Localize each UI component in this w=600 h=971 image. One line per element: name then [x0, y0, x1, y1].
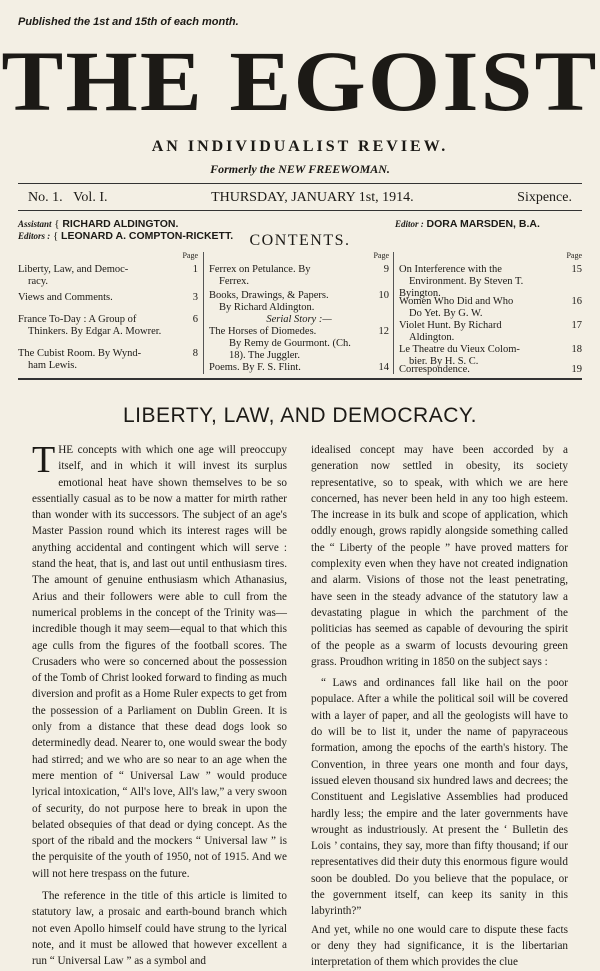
article-paragraph: And yet, while no one would care to dispute these facts or deny they had significance, it is the libertarian interpretation of them which provides the clue	[311, 923, 568, 969]
article-paragraph: THE concepts with which one age will preoccupy itself, and in which it will invest its surplus emotional heat have shown themselves to be so essentially casual as to be now a matter for mirth rather than wonder with its successors. The subject of an age's Master Passion round which its interest rages will be anything accidental and contingent which will serve : stand the heat, that is, and last out until enthusiasm tires. The amount of genuine enthusiasm which Athanasius, Arius and their followers were able to cull from the numerical problems in the concept of the Trinity was—incredible though it may seem—equal to that which this age culls from the figures of the football scores. The Crusaders who were so concerned about the possession of the Tomb of Christ looked forward to finding as much diversion and profit as a Home Ruler expects to get from the possession of a Parliament on Dublin Green. It is only from a distance that these dead dogs look so determinedly dead. Nearer to, one would swear the body had stirred; and we who are so near to an age when the mere mention of “ Universal Law ” would produce lyrical intoxication, “ All's love, All's law,” a very swoon of security, do not purpose here to break in upon the belated obsequies of that dead or dying concept. As the sport of the ribald and the mockers “ Universal law ” is the perquisite of the youth of 1950, not of 1915. And we will not here trespass on the future.	[32, 439, 287, 880]
toc-entry[interactable]: The Cubist Room. By Wynd- ham Lewis.	[18, 348, 142, 371]
toc-divider	[393, 252, 394, 374]
toc-entry[interactable]: Violet Hunt. By Richard Aldington.	[399, 320, 502, 343]
assistant-editors: Assistant { RICHARD ALDINGTON. Editors : { LEONARD A. COMPTON-RICKETT.	[18, 218, 234, 242]
toc-entry[interactable]: Views and Comments.	[18, 292, 113, 303]
toc-entry[interactable]: Poems. By F. S. Flint.	[209, 362, 301, 373]
toc-column-2: Page Ferrex on Petulance. By Ferrex. 9 Books, Drawings, & Papers. By Richard Aldington. 10 Serial Story :— The Horses of Diomedes. By Remy de Gourmont. (Ch. 18). The Juggler. 12 Poems. By F. S. Flint. 14	[209, 251, 389, 373]
publication-schedule: Published the 1st and 15th of each month.	[18, 16, 239, 28]
issue-price: Sixpence.	[517, 190, 572, 205]
masthead-title: THE EGOIST	[1, 33, 599, 129]
contents-rule	[18, 378, 582, 380]
toc-entry[interactable]: Le Theatre du Vieux Colom- bier. By H. S. C.	[399, 344, 520, 367]
article-column-left	[32, 439, 287, 970]
issue-number: No. 1. Vol. I.	[28, 190, 108, 205]
issue-line	[28, 190, 572, 206]
issue-date: THURSDAY, JANUARY 1st, 1914.	[211, 190, 414, 205]
toc-entry[interactable]: France To-Day : A Group of Thinkers. By Edgar A. Mowrer.	[18, 314, 162, 337]
masthead-subtitle: AN INDIVIDUALIST REVIEW.	[151, 138, 449, 155]
issue-rule	[18, 210, 582, 211]
toc-entry[interactable]: The Horses of Diomedes. By Remy de Gourmont. (Ch. 18). The Juggler.	[209, 326, 351, 361]
formerly-note: Formerly the NEW FREEWOMAN.	[210, 162, 390, 176]
drop-cap: T	[32, 439, 56, 481]
article-quote: “ Laws and ordinances fall like hail on the poor populace. After a while the political soil will be covered with a layer of paper, and all the geologists will have to do will be to list it, under the name of papyraceous formation, among the epochs of the earth's history. The Convention, in three years one month and four days, issued eleven thousand six hundred laws and decrees; the Constituent and Legislative Assemblies had produced hardly less; the empire and the later governments have wrought as industriously. At present the ‘ Bulletin des Lois ’ contains, they say, more than fifty thousand; if our representatives did their duty this enormous figure would soon be doubled. Do you believe that the populace, or the government itself, can keep its sanity in this labyrinth?”	[311, 677, 568, 918]
article-headline: LIBERTY, LAW, AND DEMOCRACY.	[123, 404, 477, 427]
article-paragraph: idealised concept may have been accorded by a generation now settled in obesity, its society representative, so to speak, with which we are here concerned, has never been held in any too high esteem. The increase in its bulk and scope of application, which oddly enough, grows rapidly alongside something called the “ Liberty of the people ” have proved matters for complexity even when they have not created indignation and alarm. Visions of those not the least penetrating, have seen in the steady advance of the statutory law a devastating plague in which the parchment of the politicias has seemed as capable of devouring the spirit of the people as a swarm of locusts devouring green grass. Proudhon writing in 1850 on the subject says :	[311, 444, 568, 668]
toc-entry[interactable]: Ferrex on Petulance. By Ferrex.	[209, 264, 311, 287]
contents-heading: CONTENTS.	[249, 232, 351, 249]
chief-editor: Editor : DORA MARSDEN, B.A.	[395, 218, 540, 230]
article-column-right	[311, 442, 568, 971]
toc-entry[interactable]: Correspondence.	[399, 364, 470, 375]
toc-divider	[203, 252, 204, 374]
article-paragraph: The reference in the title of this article is limited to statutory law, a prosaic and earth-bound branch which not even Apollo himself could have strung to the lyrical note, and it must be allowed that however excellent a run “ Universal Law ” as a symbol and	[32, 890, 287, 968]
toc-entry[interactable]: Liberty, Law, and Democ- racy.	[18, 264, 129, 287]
toc-entry[interactable]: Women Who Did and Who Do Yet. By G. W.	[399, 296, 514, 319]
toc-column-3: Page On Interference with the Environment. By Steven T. Byington. 15 Women Who Did and Who Do Yet. By G. W. 16 Violet Hunt. By Richard Aldington. 17 Le Theatre du Vieux Colom- bier. By H. S. C. 18 Correspondence. 19	[399, 251, 582, 375]
toc-entry[interactable]: Books, Drawings, & Papers. By Richard Aldington.	[209, 290, 329, 313]
toc-column-1: Page Liberty, Law, and Democ- racy. 1 Views and Comments. 3 France To-Day : A Group of Thinkers. By Edgar A. Mowrer. 6 The Cubist Room. By Wynd- ham Lewis. 8	[18, 251, 198, 371]
toc-serial-label: Serial Story :—	[266, 314, 332, 325]
top-rule	[18, 183, 582, 184]
toc-entry[interactable]: On Interference with the Environment. By Steven T. Byington.	[399, 264, 524, 299]
